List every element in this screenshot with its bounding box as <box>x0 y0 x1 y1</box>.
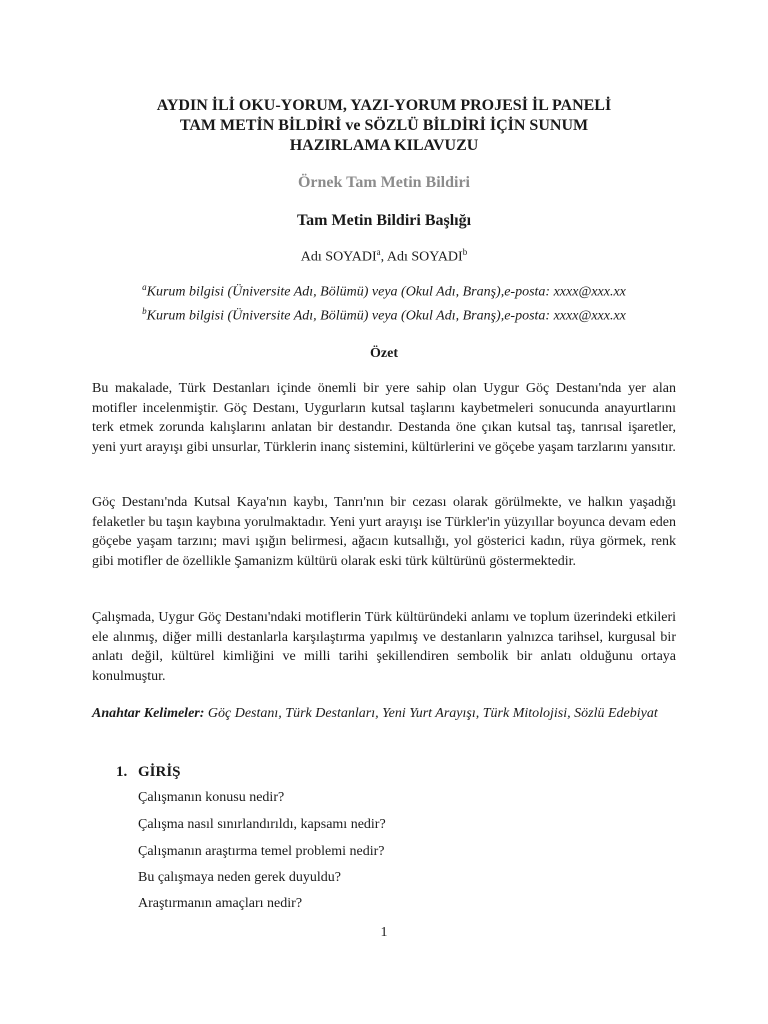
affiliation-mark: b <box>142 305 147 316</box>
guide-question: Bu çalışmaya neden gerek duyuldu? <box>138 870 341 885</box>
author-affiliation-mark: a <box>376 247 381 257</box>
title-line: HAZIRLAMA KILAVUZU <box>289 137 479 154</box>
guide-question: Çalışmanın konusu nedir? <box>138 790 285 805</box>
author-affiliation-mark: b <box>462 247 468 257</box>
affiliations <box>80 278 688 325</box>
section-number: 1. <box>116 764 128 780</box>
affiliation-line <box>80 302 688 326</box>
affiliation-text: Kurum bilgisi (Üniversite Adı, Bölümü) veya (Okul Adı, Branş),e-posta: xxxx@xxx.xx <box>146 308 626 324</box>
keywords-label: Anahtar Kelimeler: <box>92 706 205 721</box>
author-separator: , <box>380 249 387 265</box>
title-line: TAM METİN BİLDİRİ ve SÖZLÜ BİLDİRİ İÇİN SUNUM <box>179 117 589 134</box>
page-number: 1 <box>380 925 388 940</box>
author-name: Adı SOYADI <box>300 249 377 265</box>
affiliation-text: Kurum bilgisi (Üniversite Adı, Bölümü) veya (Okul Adı, Branş),e-posta: xxxx@xxx.xx <box>146 284 626 300</box>
abstract-paragraph: Göç Destanı'nda Kutsal Kaya'nın kaybı, Tanrı'nın bir cezası olarak görülmekte, ve halkın yaşadığı felaketler bu taşın kaybına yorulmaktadır. Yeni yurt arayışı ise Türkler'in yüzyıllar boyunca devam eden göçebe yaşam tarzını; mavi ışığın belirmesi, ağacın kutsallığı, yol gösterici kadın, rüya görmek, renk gibi motifler de özellikle Şamanizm kültürü olarak eski türk kültürünü göstermektedir. <box>92 495 676 569</box>
paper-title: Tam Metin Bildiri Başlığı <box>296 212 472 229</box>
keywords <box>92 705 676 723</box>
author-line <box>80 247 688 266</box>
guide-question: Çalışma nasıl sınırlandırıldı, kapsamı nedir? <box>138 817 386 832</box>
document-subtitle: Örnek Tam Metin Bildiri <box>297 174 470 191</box>
abstract-paragraph: Bu makalade, Türk Destanları içinde önemli bir yere sahip olan Uygur Göç Destanı'nda yer alan motifler incelenmiştir. Göç Destanı, Uygurların kutsal taşlarını kaybetmeleri sonucunda anayurtlarını terk etmek zorunda kalışlarını anlatan bir destandır. Destanda öne çıkan kutsal taş, tanrısal işaretler, yeni yurt arayışı gibi unsurlar, Türklerin inanç sistemini, kültürlerini ve göçebe yaşam tarzlarını yansıtır. <box>92 381 676 455</box>
author-name: Adı SOYADI <box>386 249 463 265</box>
affiliation-line <box>80 278 688 302</box>
document-title <box>80 96 688 156</box>
abstract-heading: Özet <box>370 346 398 361</box>
title-line: AYDIN İLİ OKU-YORUM, YAZI-YORUM PROJESİ İL PANELİ <box>156 97 612 114</box>
affiliation-mark: a <box>142 282 147 292</box>
guide-question: Çalışmanın araştırma temel problemi nedir? <box>138 844 385 859</box>
guide-question: Araştırmanın amaçları nedir? <box>138 896 303 911</box>
keywords-list: Göç Destanı, Türk Destanları, Yeni Yurt Arayışı, Türk Mitolojisi, Sözlü Edebiyat <box>204 706 658 721</box>
section-title: GİRİŞ <box>138 764 181 780</box>
abstract-paragraph: Çalışmada, Uygur Göç Destanı'ndaki motiflerin Türk kültüründeki anlamı ve toplum üzerindeki etkileri ele alınmış, diğer milli destanlarla karşılaştırma yapılmış ve destanların yalnızca tarihsel, kurgusal bir anlatı değil, kültürel kimliğini ve milli tarihi şekillendiren sembolik bir anlatı olduğunu ortaya konulmuştur. <box>92 610 676 684</box>
section-heading <box>116 764 181 781</box>
